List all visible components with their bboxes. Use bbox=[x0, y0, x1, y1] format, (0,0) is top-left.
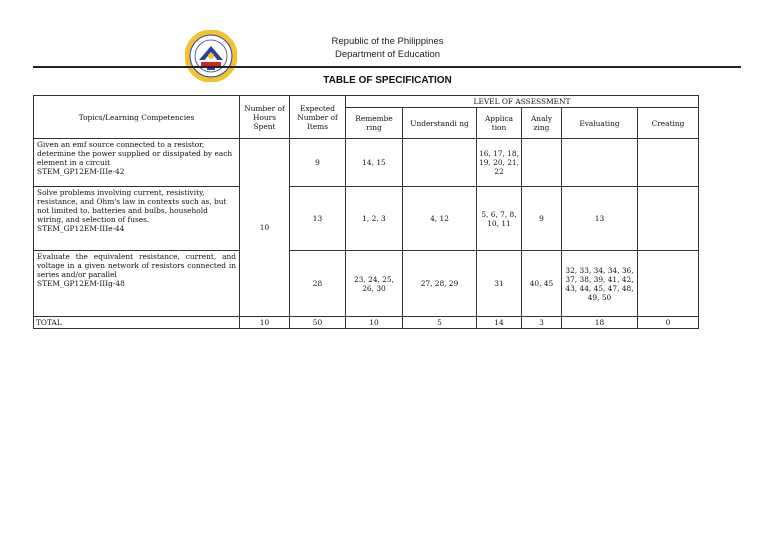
competency-code: STEM_GP12EM-IIIe-42 bbox=[37, 167, 125, 176]
items-cell: 13 bbox=[290, 187, 346, 251]
total-evaluating: 18 bbox=[562, 317, 638, 329]
understanding-cell bbox=[403, 139, 477, 187]
topic-text: Given an emf source connected to a resistor, determine the power supplied or dissipated by each element in a circuit bbox=[37, 140, 233, 167]
topic-cell bbox=[34, 251, 240, 317]
total-items: 50 bbox=[290, 317, 346, 329]
specification-table bbox=[33, 95, 699, 329]
total-row bbox=[34, 317, 699, 329]
header-hours: Number of Hours Spent bbox=[240, 96, 290, 139]
application-cell: 16, 17, 18, 19, 20, 21, 22 bbox=[477, 139, 522, 187]
creating-cell bbox=[638, 139, 699, 187]
analyzing-cell: 40, 45 bbox=[522, 251, 562, 317]
remembering-cell: 14, 15 bbox=[346, 139, 403, 187]
header-understanding: Understandi ng bbox=[403, 108, 477, 139]
topic-text: Evaluate the equivalent resistance, current, and voltage in a given network of resistors connected in series and/or parallel bbox=[37, 252, 236, 279]
table-row bbox=[34, 251, 699, 317]
remembering-cell: 1, 2, 3 bbox=[346, 187, 403, 251]
remembering-cell: 23, 24, 25, 26, 30 bbox=[346, 251, 403, 317]
header-block bbox=[300, 35, 475, 61]
header-creating: Creating bbox=[638, 108, 699, 139]
header-level-of-assessment: LEVEL OF ASSESSMENT bbox=[346, 96, 699, 108]
analyzing-cell: 9 bbox=[522, 187, 562, 251]
total-analyzing: 3 bbox=[522, 317, 562, 329]
understanding-cell: 27, 28, 29 bbox=[403, 251, 477, 317]
evaluating-cell: 13 bbox=[562, 187, 638, 251]
header-divider bbox=[33, 66, 741, 68]
table-row bbox=[34, 187, 699, 251]
total-application: 14 bbox=[477, 317, 522, 329]
creating-cell bbox=[638, 187, 699, 251]
header-department: Department of Education bbox=[334, 49, 441, 60]
header-remembering: Remembe ring bbox=[346, 108, 403, 139]
header-republic: Republic of the Philippines bbox=[331, 36, 444, 47]
header-evaluating: Evaluating bbox=[562, 108, 638, 139]
deped-seal-logo bbox=[185, 30, 237, 82]
table-row bbox=[34, 139, 699, 187]
header-expected-items: Expected Number of Items bbox=[290, 96, 346, 139]
evaluating-cell: 32, 33, 34, 34, 36, 37, 38, 39, 41, 42, 43, 44, 45, 47, 48, 49, 50 bbox=[562, 251, 638, 317]
total-creating: 0 bbox=[638, 317, 699, 329]
creating-cell bbox=[638, 251, 699, 317]
competency-code: STEM_GP12EM-IIIg-48 bbox=[37, 279, 125, 288]
topic-text: Solve problems involving current, resistivity, resistance, and Ohm's law in contexts such as, but not limited to, batteries and bulbs, household wiring, and selection of fuses. bbox=[37, 188, 227, 224]
total-hours: 10 bbox=[240, 317, 290, 329]
total-understanding: 5 bbox=[403, 317, 477, 329]
items-cell: 28 bbox=[290, 251, 346, 317]
evaluating-cell bbox=[562, 139, 638, 187]
application-cell: 5, 6, 7, 8, 10, 11 bbox=[477, 187, 522, 251]
header-analyzing: Analy zing bbox=[522, 108, 562, 139]
application-cell: 31 bbox=[477, 251, 522, 317]
topic-cell bbox=[34, 187, 240, 251]
total-remembering: 10 bbox=[346, 317, 403, 329]
understanding-cell: 4, 12 bbox=[403, 187, 477, 251]
document-title: TABLE OF SPECIFICATION bbox=[323, 75, 452, 86]
header-application: Applica tion bbox=[477, 108, 522, 139]
header-topics: Topics/Learning Competencies bbox=[34, 96, 240, 139]
analyzing-cell bbox=[522, 139, 562, 187]
total-label: TOTAL bbox=[34, 317, 240, 329]
items-cell: 9 bbox=[290, 139, 346, 187]
hours-cell: 10 bbox=[240, 139, 290, 317]
topic-cell bbox=[34, 139, 240, 187]
competency-code: STEM_GP12EM-IIIe-44 bbox=[37, 224, 125, 233]
